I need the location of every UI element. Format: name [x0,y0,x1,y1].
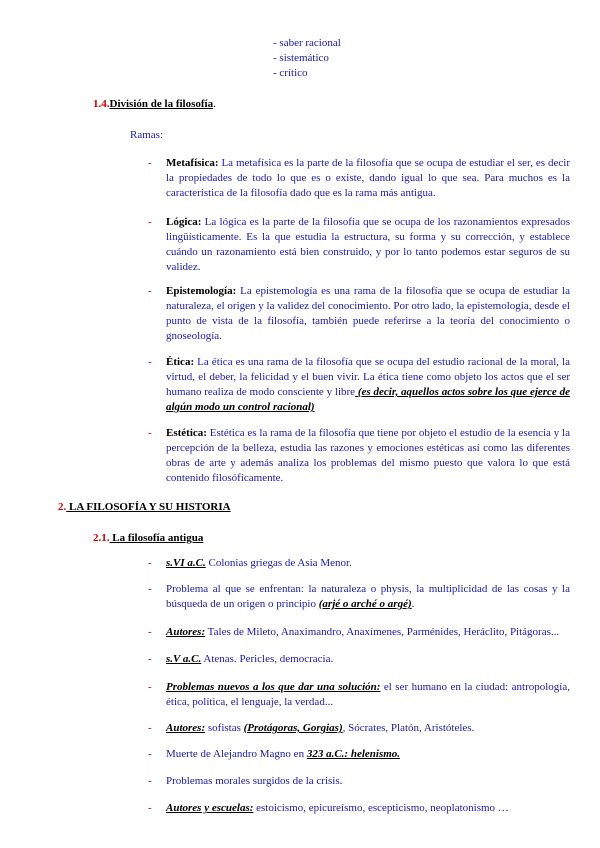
list-item: - Problema al que se enfrentan: la naturaleza o physis, la multiplicidad de las cosas y la búsqueda de un origen o principio (arjé o arché o argé). [148,583,570,610]
section-number: 2. [58,501,67,513]
list-item: - Autores: sofistas (Protágoras, Gorgias), Sócrates, Platón, Aristóteles. [148,722,475,734]
ramas-label: Ramas: [130,129,163,141]
list-item: - crítico [273,67,308,79]
branch-metafisica: - Metafísica: La metafísica es la parte de la filosofía que se ocupa de estudiar el ser, es decir la propiedades de todo lo que es o existe, dando igual lo que sea. Para muchos es la característica de la filosofía dado que es la rama más antigua. [148,157,570,199]
branch-text: Estética es la rama de la filosofía que tiene por objeto el estudio de la esencia y la percepción de la belleza, estudia las razones y emociones estéticas así como las diferentes obras de arte y además analiza los problemas del mismo puesto que valora lo que está contenido filosóficamente. [166,427,570,484]
branch-etica: - Ética: La ética es una rama de la filosofía que se ocupa del estudio racional de la moral, la virtud, el deber, la felicidad y el buen vivir. La ética tiene como objeto los actos que el ser humano realiza de modo consciente y libre (es decir, aquellos actos sobre los que ejerce de algún modo un control racional) [148,356,570,413]
section-heading-2 [58,501,231,513]
section-number: 2.1. [93,532,110,544]
list-item: - Autores: Tales de Mileto, Anaximandro, Anaxímenes, Parménides, Heráclito, Pitágoras... [148,626,560,638]
section-title: LA FILOSOFÍA Y SU HISTORIA [66,501,231,513]
list-item: - saber racional [273,37,341,49]
branch-extra: (es decir, aquellos actos sobre los que ejerce de algún modo un control racional) [166,386,570,413]
section-title: División de la filosofía [109,98,214,110]
branch-text: La lógica es la parte de la filosofía que se ocupa de los razonamientos expresados lingüísticamente. Es la que estudia la estructura, su forma y su corrección, y establece cuándo un razonamiento está bien construido, y por lo tanto podemos estar seguros de su validez. [166,216,570,273]
list-item: - Autores y escuelas: estoicismo, epicureísmo, escepticismo, neoplatonismo … [148,802,509,814]
top-list [273,36,341,81]
section-number: 1.4. [93,98,110,110]
list-item: - s.VI a.C. Colonias griegas de Asia Menor. [148,557,352,569]
branch-logica: - Lógica: La lógica es la parte de la filosofía que se ocupa de los razonamientos expresados lingüísticamente. Es la que estudia la estructura, su forma y su corrección, y establece cuándo un razonamiento está bien construido, y por lo tanto podemos estar seguros de su validez. [148,216,570,273]
branch-text: La ética es una rama de la filosofía que se ocupa del estudio racional de la moral, la virtud, el deber, la felicidad y el buen vivir. La ética tiene como objeto los actos que el ser humano realiza de modo consciente y libre [166,356,570,398]
branch-text: La metafísica es la parte de la filosofía que se ocupa de estudiar el ser, es decir la propiedades de todo lo que es o existe, dando igual lo que sea. Para muchos es la característica de la filosofía dado que es la rama más antigua. [166,157,570,199]
branch-term: Ética: [166,356,195,368]
branch-term: Lógica: [166,216,202,228]
section-title: La filosofía antigua [109,532,204,544]
branch-text: La epistemología es una rama de la filosofía que se ocupa de estudiar la naturaleza, el origen y la validez del conocimiento. Por otro lado, la epistemología, desde el punto de vista de la filosofía, también puede referirse a la teoría del conocimiento o gnoseología. [166,285,570,342]
branch-term: Metafísica: [166,157,219,169]
list-item: - s.V a.C. Atenas. Pericles, democracia. [148,653,334,665]
list-item: - sistemático [273,52,329,64]
section-heading-2-1 [93,532,203,544]
branch-epistemologia: - Epistemología: La epistemología es una rama de la filosofía que se ocupa de estudiar la naturaleza, el origen y la validez del conocimiento. Por otro lado, la epistemología, desde el punto de vista de la filosofía, también puede referirse a la teoría del conocimiento o gnoseología. [148,285,570,342]
branch-term: Epistemología: [166,285,237,297]
section-heading-1-4: 1.4.División de la filosofía. [93,98,216,110]
list-item: - Problemas morales surgidos de la crisis. [148,775,343,787]
list-item: - Problemas nuevos a los que dar una solución: el ser humano en la ciudad: antropología, ética, política, el lenguaje, la verdad... [148,681,570,708]
branch-estetica: - Estética: Estética es la rama de la filosofía que tiene por objeto el estudio de la esencia y la percepción de la belleza, estudia las razones y emociones estéticas así como las diferentes obras de arte y además analiza los problemas del mismo puesto que valora lo que está contenido filosóficamente. [148,427,570,484]
branch-term: Estética: [166,427,207,439]
list-item: - Muerte de Alejandro Magno en 323 a.C.: helenismo. [148,748,401,760]
